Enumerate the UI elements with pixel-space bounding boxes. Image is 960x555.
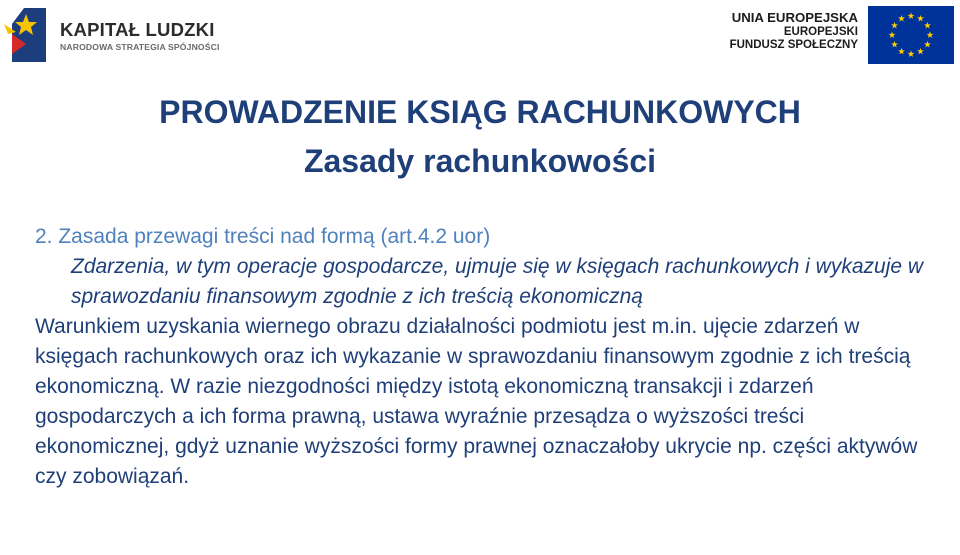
eu-line3: FUNDUSZ SPOŁECZNY bbox=[729, 39, 858, 51]
kapital-ludzki-text bbox=[60, 20, 220, 53]
eu-line2: EUROPEJSKI bbox=[783, 26, 858, 38]
kapital-ludzki-title: KAPITAŁ LUDZKI bbox=[60, 19, 215, 40]
slide-title: PROWADZENIE KSIĄG RACHUNKOWYCH bbox=[159, 94, 801, 130]
rule-heading: 2. Zasada przewagi treści nad formą (art.4.2 uor) bbox=[35, 225, 491, 248]
slide-content bbox=[35, 222, 935, 492]
eu-flag-icon bbox=[868, 6, 954, 64]
rule-quote: Zdarzenia, w tym operacje gospodarcze, ujmuje się w księgach rachunkowych i wykazuje w sprawozdaniu finansowym zgodnie z ich treścią ekonomiczną bbox=[71, 255, 924, 308]
eu-line1: UNIA EUROPEJSKA bbox=[731, 10, 858, 25]
eu-text bbox=[730, 10, 858, 52]
kapital-ludzki-subtitle: NARODOWA STRATEGIA SPÓJNOŚCI bbox=[60, 42, 220, 52]
kapital-ludzki-logo-icon bbox=[4, 4, 48, 62]
rule-explanation: Warunkiem uzyskania wiernego obrazu działalności podmiotu jest m.in. ujęcie zdarzeń w księgach rachunkowych oraz ich wykazanie w sprawozdaniu finansowym zgodnie z ich treścią ekonomiczną. W razie niezgodności między istotą ekonomiczną transakcji i zdarzeń gospodarczych a ich forma prawną, ustawa wyraźnie przesądza o wyższości treści ekonomicznej, gdyż uznanie wyższości formy prawnej oznaczałoby ukrycie np. części aktywów czy zobowiązań. bbox=[35, 315, 918, 488]
slide-subtitle: Zasady rachunkowości bbox=[303, 143, 657, 179]
